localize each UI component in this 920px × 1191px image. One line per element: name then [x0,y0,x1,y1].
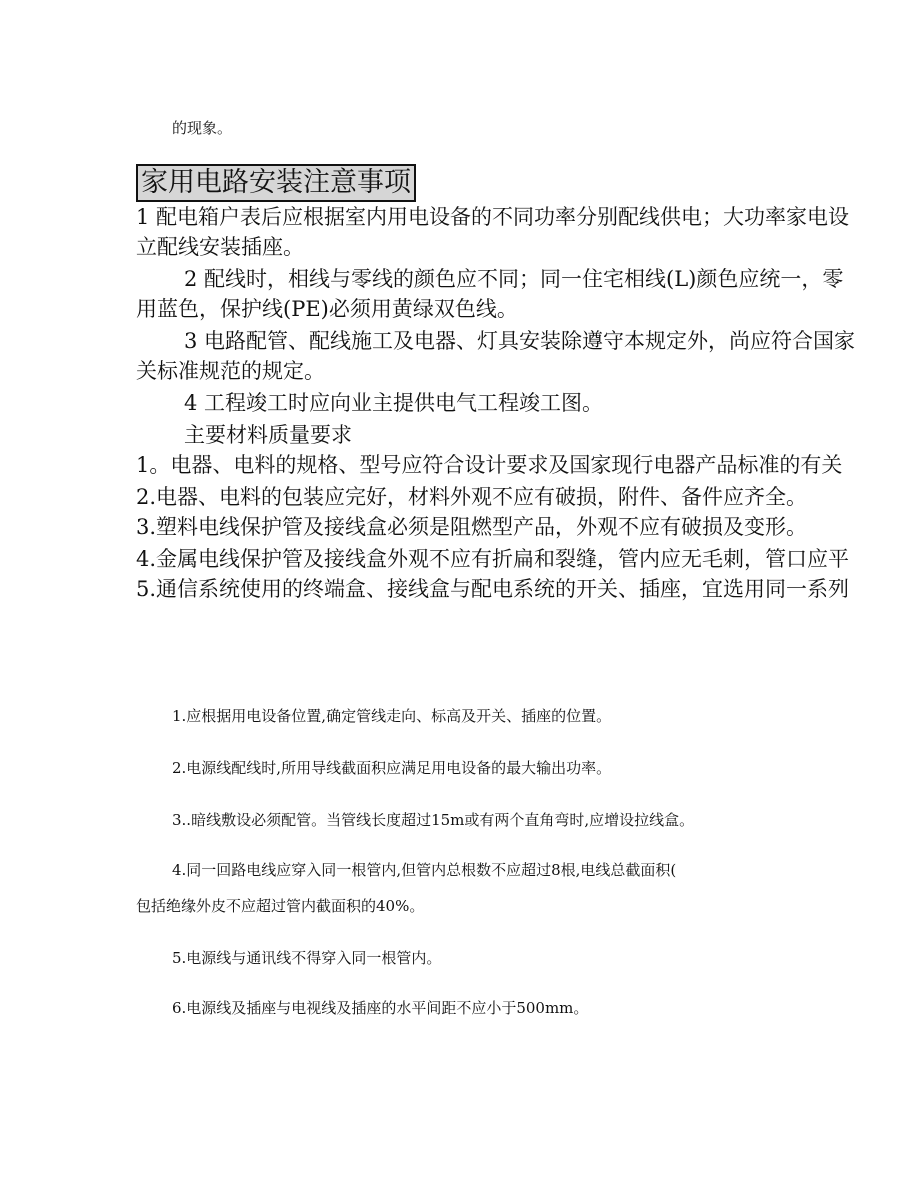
body-line: 3 电路配管、配线施工及电器、灯具安装除遵守本规定外，尚应符合国家 [184,329,856,353]
body-line: 4.金属电线保护管及接线盒外观不应有折扁和裂缝，管内应无毛刺，管口应平 [136,547,850,571]
top-fragment: 的现象。 [172,119,233,137]
rule-item: 6.电源线及插座与电视线及插座的水平间距不应小于500mm。 [172,999,589,1017]
body-line: 立配线安装插座。 [136,235,304,259]
body-line: 3.塑料电线保护管及接线盒必须是阻燃型产品，外观不应有破损及变形。 [136,515,808,539]
body-line: 1 配电箱户表后应根据室内用电设备的不同功率分别配线供电；大功率家电设 [136,205,850,229]
rule-item-continuation: 包括绝缘外皮不应超过管内截面积的40%。 [136,897,425,915]
body-line: 关标准规范的规定。 [136,359,325,383]
body-line: 5.通信系统使用的终端盒、接线盒与配电系统的开关、插座，宜选用同一系列 [136,577,850,601]
body-line: 4 工程竣工时应向业主提供电气工程竣工图。 [184,391,604,415]
rule-item: 3..暗线敷设必须配管。当管线长度超过15m或有两个直角弯时,应增设拉线盒。 [172,811,695,829]
subheading: 主要材料质量要求 [184,423,352,447]
rule-item: 4.同一回路电线应穿入同一根管内,但管内总根数不应超过8根,电线总截面积( [172,861,677,879]
rule-item: 1.应根据用电设备位置,确定管线走向、标高及开关、插座的位置。 [172,707,612,725]
rule-item: 5.电源线与通讯线不得穿入同一根管内。 [172,949,442,967]
body-line: 2 配线时，相线与零线的颜色应不同；同一住宅相线(L)颜色应统一，零 [184,267,844,291]
section-heading: 家用电路安装注意事项 [136,164,416,202]
body-line: 1。电器、电料的规格、型号应符合设计要求及国家现行电器产品标准的有关 [136,453,843,477]
rule-item: 2.电源线配线时,所用导线截面积应满足用电设备的最大输出功率。 [172,759,612,777]
body-line: 用蓝色，保护线(PE)必须用黄绿双色线。 [136,297,518,321]
body-line: 2.电器、电料的包装应完好，材料外观不应有破损，附件、备件应齐全。 [136,485,808,509]
